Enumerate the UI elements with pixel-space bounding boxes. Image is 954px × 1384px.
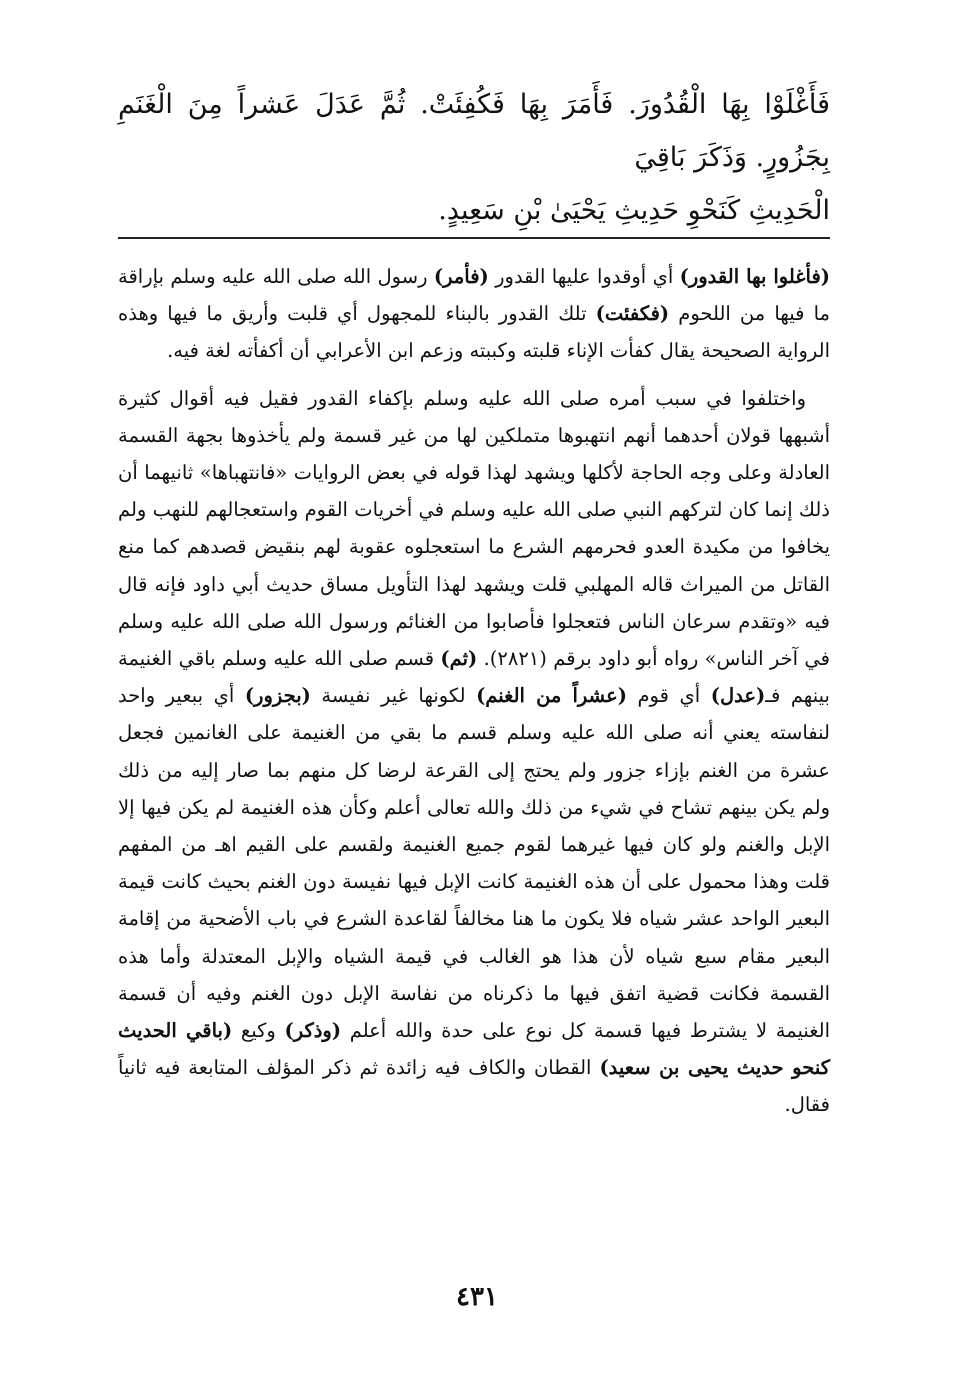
quoted-phrase: (عشراً من الغنم): [476, 684, 627, 708]
commentary-text: تلك القدور بالبناء للمجهول أي قلبت وأريق ما فيها وهذه الرواية الصحيحة يقال كفأت الإناء قلبته وكببته وزعم ابن الأعرابي أن أكفأته لغة فيه.: [118, 302, 830, 363]
quoted-phrase: (بجزور): [244, 684, 311, 708]
footnote-divider: [118, 237, 830, 239]
commentary-text: قسم صلى الله عليه وسلم باقي الغنيمة بينهم فـ: [118, 647, 830, 708]
commentary-paragraph: [118, 380, 830, 1124]
hadith-main-text: [118, 78, 830, 237]
commentary-text: لكونها غير نفيسة: [310, 684, 477, 708]
quoted-phrase: (باقي الحديث كنحو حديث يحيى بن سعيد): [118, 1019, 830, 1080]
quoted-phrase: (فأمر): [433, 265, 489, 288]
quoted-phrase: (فأغلوا بها القدور): [679, 265, 830, 288]
page-number: ٤٣١: [456, 1282, 498, 1312]
quoted-phrase: (فكفئت): [595, 302, 670, 326]
quoted-phrase: (وذكر): [284, 1019, 342, 1043]
hadith-line: فَأَغْلَوْا بِهَا الْقُدُورَ. فَأَمَرَ بِهَا فَكُفِئَتْ. ثُمَّ عَدَلَ عَشراً مِنَ الْغَنَمِ بِجَزُورٍ. وَذَكَرَ بَاقِيَ: [118, 89, 830, 173]
commentary-text: أي أوقدوا عليها القدور: [488, 265, 680, 288]
quoted-phrase: (ثم): [440, 647, 478, 671]
quoted-phrase: (عدل): [710, 684, 766, 708]
commentary-section: [118, 258, 830, 1124]
commentary-text: وكيع: [232, 1019, 285, 1043]
hadith-line: الْحَدِيثِ كَنَحْوِ حَدِيثِ يَحْيَىٰ بْنِ سَعِيدٍ.: [438, 195, 830, 226]
commentary-text: أي قوم: [626, 684, 711, 708]
commentary-text: أي ببعير واحد لنفاسته يعني أنه صلى الله عليه وسلم قسم ما بقي من الغنيمة على الغانمين فجعل عشرة من الغنم بإزاء جزور ولم يحتج إلى القرعة لرضا كل منهم بما صار إليه من ذلك ولم يكن بينهم تشاح في شيء من ذلك والله تعالى أعلم وكأن هذه الغنيمة لم يكن فيها إلا الإبل والغنم ولو كان فيها غيرهما لقوم جميع الغنيمة ولقسم على القيم اهـ من المفهم قلت وهذا محمول على أن هذه الغنيمة كانت الإبل فيها نفيسة دون الغنم بحيث كانت قيمة البعير الواحد عشر شياه فلا يكون ما هنا مخالفاً لقاعدة الشرع في باب الأضحية من إقامة البعير مقام سبع شياه لأن هذا هو الغالب في قيمة الشياه والإبل المعتدلة وأما هذه القسمة فكانت قضية اتفق فيها ما ذكرناه من نفاسة الإبل دون الغنم وفيه أن قسمة الغنيمة لا يشترط فيها قسمة كل نوع على حدة والله أعلم: [118, 684, 830, 1043]
commentary-text: القطان والكاف فيه زائدة ثم ذكر المؤلف المتابعة فيه ثانياً فقال.: [118, 1056, 830, 1117]
commentary-text: واختلفوا في سبب أمره صلى الله عليه وسلم بإكفاء القدور فقيل فيه أقوال كثيرة أشبهها قولان أحدهما أنهم انتهبوها متملكين لها من غير قسمة ولم يأخذوها بجهة القسمة العادلة وعلى وجه الحاجة لأكلها ويشهد لهذا قوله في بعض الروايات «فانتهباها» ثانيهما أن ذلك إنما كان لتركهم النبي صلى الله عليه وسلم في أخريات القوم واستعجالهم للنهب ولم يخافوا من مكيدة العدو فحرمهم الشرع ما استعجلوه عقوبة لهم بنقيض قصدهم كما منع القاتل من الميراث قاله المهلبي قلت ويشهد لهذا التأويل مساق حديث أبي داود فإنه قال فيه «وتقدم سرعان الناس فتعجلوا فأصابوا من الغنائم ورسول الله صلى الله عليه وسلم في آخر الناس» رواه أبو داود برقم (٢٨٢١).: [118, 386, 830, 671]
commentary-paragraph: [118, 258, 830, 370]
commentary-text: رسول الله صلى الله عليه وسلم بإراقة ما فيها من اللحوم: [118, 265, 830, 326]
